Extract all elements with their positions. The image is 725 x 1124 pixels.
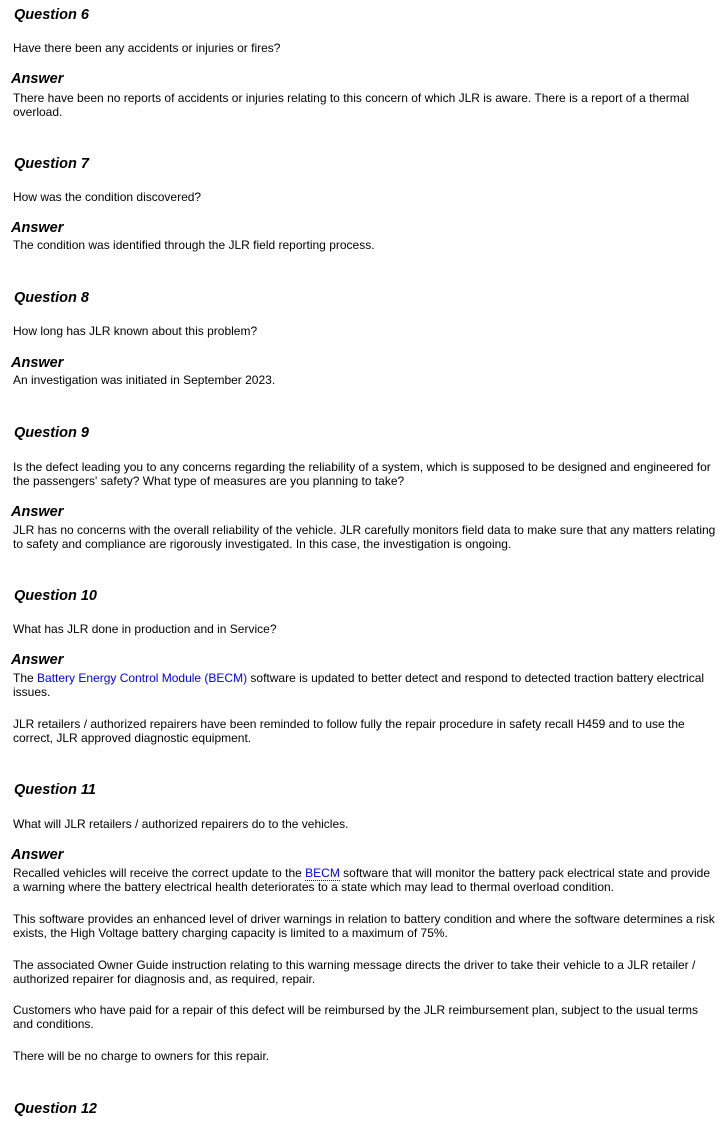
answer-9-label: Answer [11, 504, 64, 520]
answer-11-paragraph-3: The associated Owner Guide instruction relating to this warning message directs the driver to take their vehicle to a JLR retailer / authorized repairer for diagnosis and, as required, repair. [13, 958, 696, 986]
answer-7-text: The condition was identified through the JLR field reporting process. [13, 238, 375, 252]
becm-link[interactable]: Battery Energy Control Module (BECM) [37, 671, 248, 685]
answer-10-label: Answer [11, 652, 64, 668]
answer-6-label: Answer [11, 71, 64, 87]
answer-9-text: JLR has no concerns with the overall reliability of the vehicle. JLR carefully monitors field data to make sure that any matters relating to safety and compliance are rigorously investigated. In this case, the investigation is ongoing. [13, 523, 716, 551]
answer-11-paragraph-5: There will be no charge to owners for this repair. [13, 1049, 270, 1063]
question-11-text: What will JLR retailers / authorized repairers do to the vehicles. [13, 817, 349, 831]
answer-7-label: Answer [11, 220, 64, 236]
question-12-title: Question 12 [14, 1101, 97, 1117]
answer-10-paragraph-2: JLR retailers / authorized repairers have been reminded to follow fully the repair procedure in safety recall H459 and to use the correct, JLR approved diagnostic equipment. [13, 717, 685, 745]
question-9-title: Question 9 [14, 425, 89, 441]
question-11-title: Question 11 [14, 782, 96, 798]
question-10-text: What has JLR done in production and in Service? [13, 622, 277, 636]
question-8-title: Question 8 [14, 290, 89, 306]
answer-6-text: There have been no reports of accidents or injuries relating to this concern of which JLR is aware. There is a report of a thermal overload. [13, 91, 690, 119]
answer-11-paragraph-1 [13, 866, 718, 894]
question-7-title: Question 7 [14, 156, 89, 172]
answer-11-paragraph-4: Customers who have paid for a repair of this defect will be reimbursed by the JLR reimbursement plan, subject to the usual terms and conditions. [13, 1003, 698, 1031]
question-8-text: How long has JLR known about this problem? [13, 324, 258, 338]
answer-11-paragraph-1-prefix: Recalled vehicles will receive the correct update to the [13, 866, 306, 880]
answer-8-label: Answer [11, 355, 64, 371]
answer-10-paragraph-1-suffix: software is updated to better detect and respond to detected traction battery electrical issues. [13, 671, 705, 699]
becm-abbreviation[interactable]: BECM [305, 866, 340, 880]
question-7-text: How was the condition discovered? [13, 190, 202, 204]
answer-11-paragraph-2: This software provides an enhanced level of driver warnings in relation to battery condition and where the software determines a risk exists, the High Voltage battery charging capacity is limited to a maximum of 75%. [13, 912, 715, 940]
question-10-title: Question 10 [14, 588, 97, 604]
question-6-title: Question 6 [14, 7, 89, 23]
question-9-text: Is the defect leading you to any concerns regarding the reliability of a system, which is supposed to be designed and engineered for the passengers' safety? What type of measures are you planning to take? [13, 460, 711, 488]
answer-10-paragraph-1-prefix: The [13, 671, 38, 685]
answer-8-text: An investigation was initiated in September 2023. [13, 373, 276, 387]
answer-10-paragraph-1 [13, 671, 718, 699]
question-6-text: Have there been any accidents or injuries or fires? [13, 41, 281, 55]
answer-11-paragraph-1-suffix: software that will monitor the battery pack electrical state and provide a warning where the battery electrical health deteriorates to a state which may lead to thermal overload condition. [13, 866, 711, 894]
answer-11-label: Answer [11, 847, 64, 863]
